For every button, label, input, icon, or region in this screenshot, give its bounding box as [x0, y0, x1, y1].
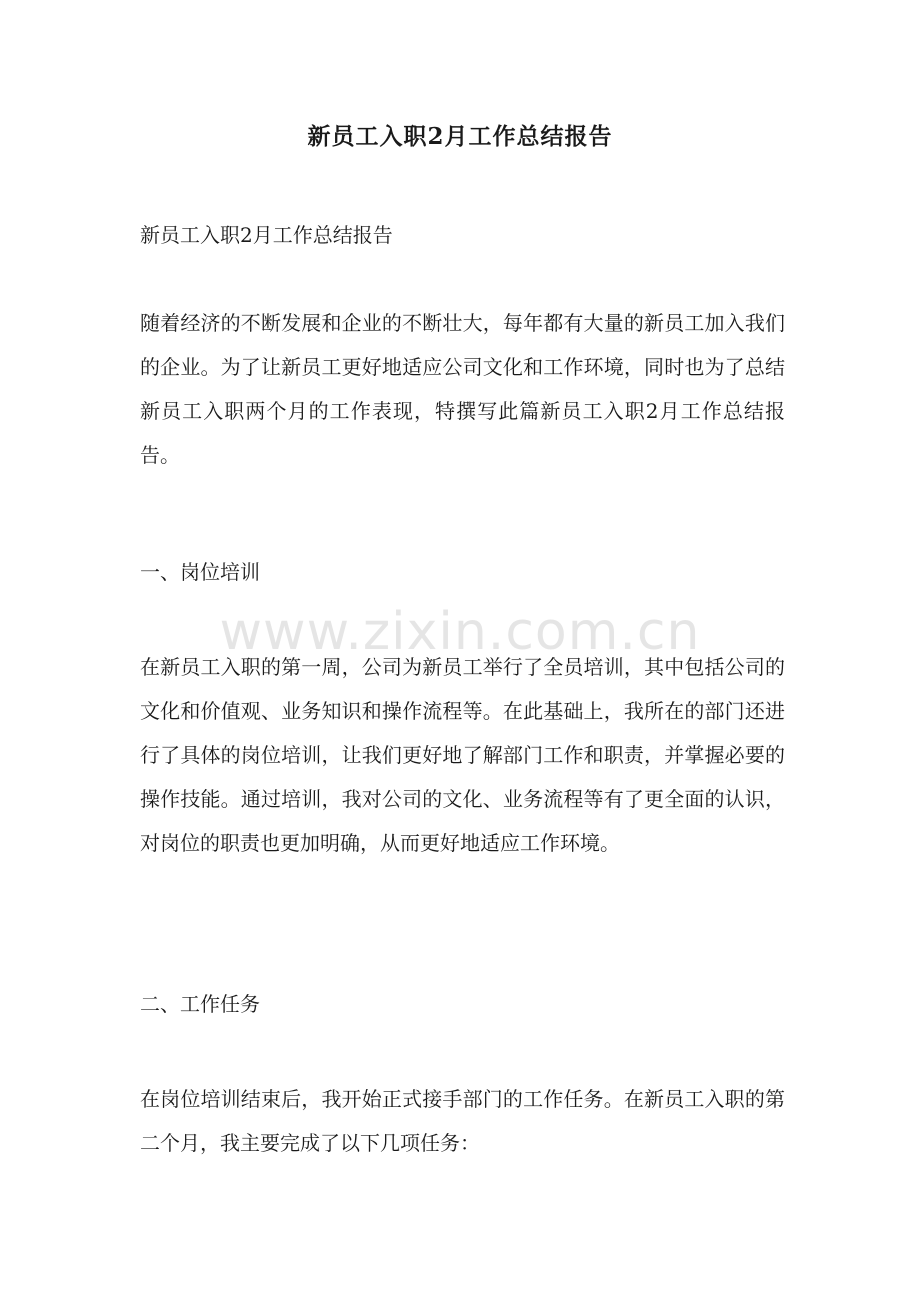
section-heading-training: 一、岗位培训	[140, 560, 260, 584]
training-paragraph: 在新员工入职的第一周，公司为新员工举行了全员培训，其中包括公司的文化和价值观、业务知识和操作流程等。在此基础上，我所在的部门还进行了具体的岗位培训，让我们更好地了解部门工作和职责，并掌握必要的操作技能。通过培训，我对公司的文化、业务流程等有了更全面的认识，对岗位的职责也更加明确，从而更好地适应工作环境。	[140, 655, 785, 855]
document-subtitle: 新员工入职2月工作总结报告	[140, 223, 393, 247]
document-title: 新员工入职2月工作总结报告	[307, 123, 613, 150]
watermark: www.zixin.com.cn	[219, 602, 701, 662]
tasks-paragraph: 在岗位培训结束后，我开始正式接手部门的工作任务。在新员工入职的第二个月，我主要完成了以下几项任务：	[140, 1087, 785, 1155]
intro-paragraph: 随着经济的不断发展和企业的不断壮大，每年都有大量的新员工加入我们的企业。为了让新员工更好地适应公司文化和工作环境，同时也为了总结新员工入职两个月的工作表现，特撰写此篇新员工入职2月工作总结报告。	[140, 311, 785, 467]
section-heading-tasks: 二、工作任务	[140, 992, 260, 1016]
